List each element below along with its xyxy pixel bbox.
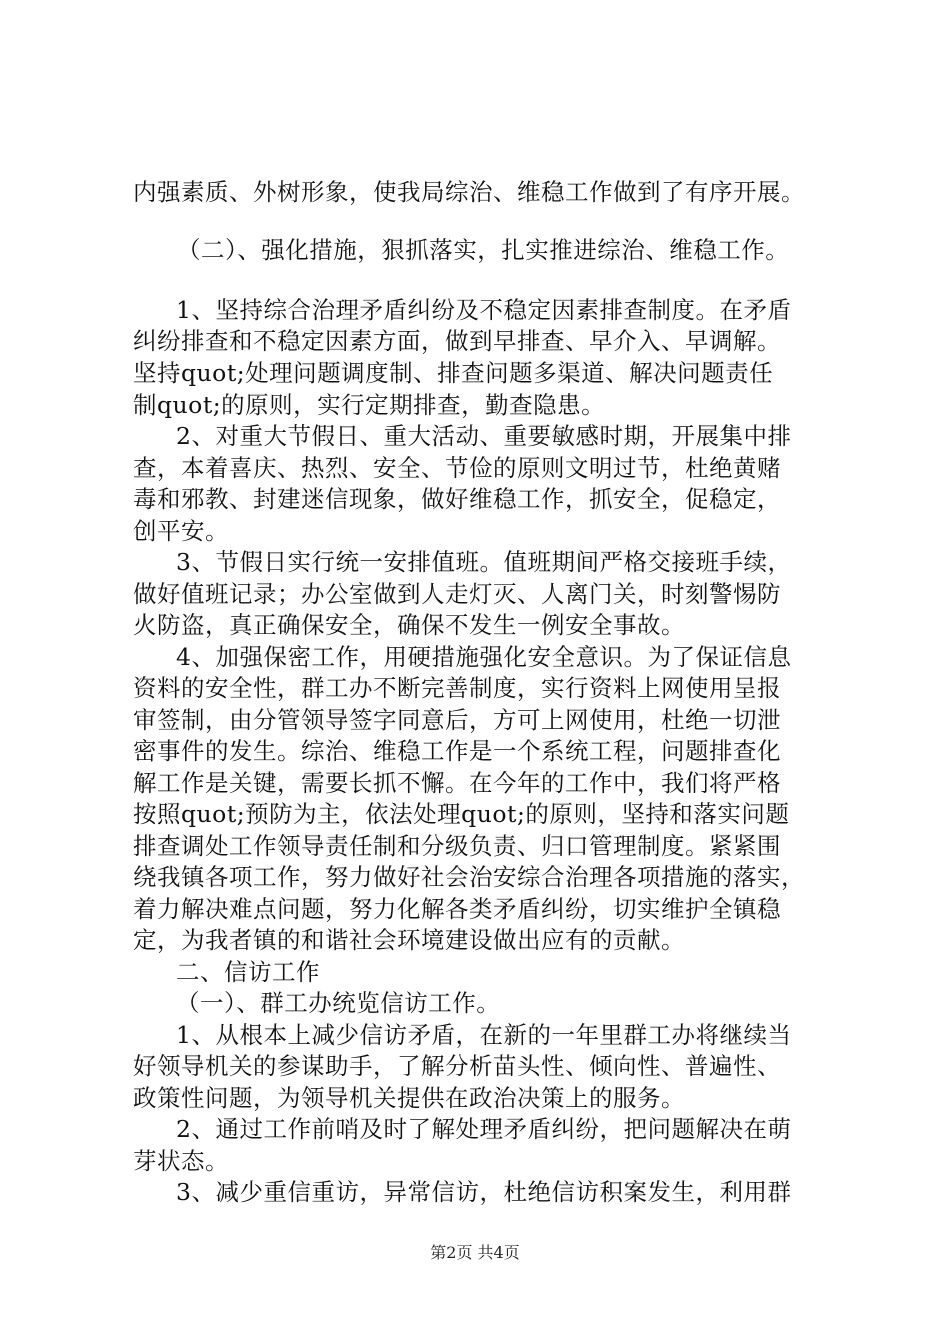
text-line: 坚持quot;处理问题调度制、排查问题多渠道、解决问题责任: [133, 359, 774, 387]
text-line: 2、通过工作前哨及时了解处理矛盾纠纷，把问题解决在萌: [176, 1115, 792, 1143]
text-line: 创平安。: [133, 517, 229, 545]
text-line: 4、加强保密工作，用硬措施强化安全意识。为了保证信息: [176, 643, 792, 671]
text-line: 火防盗，真正确保安全，确保不发生一例安全事故。: [133, 611, 685, 639]
text-line: 内强素质、外树形象，使我局综治、维稳工作做到了有序开展。: [133, 178, 805, 206]
text-line: 做好值班记录；办公室做到人走灯灭、人离门关，时刻警惕防: [133, 580, 781, 608]
text-line: 资料的安全性，群工办不断完善制度，实行资料上网使用呈报: [133, 674, 781, 702]
text-line: 毒和邪教、封建迷信现象，做好维稳工作，抓安全，促稳定，: [133, 485, 781, 513]
text-line: 定，为我者镇的和谐社会环境建设做出应有的贡献。: [133, 926, 685, 954]
text-line: 政策性问题，为领导机关提供在政治决策上的服务。: [133, 1084, 685, 1112]
text-line: 好领导机关的参谋助手，了解分析苗头性、倾向性、普遍性、: [133, 1052, 781, 1080]
subsection-heading: （一）、群工办统览信访工作。: [176, 989, 501, 1017]
text-line: 纠纷排查和不稳定因素方面，做到早排查、早介入、早调解。: [133, 327, 781, 355]
section-heading: 二、信访工作: [176, 958, 320, 986]
text-line: 审签制，由分管领导签字同意后，方可上网使用，杜绝一切泄: [133, 706, 781, 734]
text-line: 着力解决难点问题，努力化解各类矛盾纠纷，切实维护全镇稳: [133, 895, 781, 923]
text-line: 芽状态。: [133, 1147, 229, 1175]
text-line: 3、减少重信重访，异常信访，杜绝信访积案发生，利用群: [176, 1178, 792, 1206]
text-line: 1、坚持综合治理矛盾纠纷及不稳定因素排查制度。在矛盾: [176, 296, 792, 324]
text-line: 密事件的发生。综治、维稳工作是一个系统工程，问题排查化: [133, 737, 781, 765]
page-number-footer: 第2页 共4页: [430, 1243, 520, 1262]
text-line: 解工作是关键，需要长抓不懈。在今年的工作中，我们将严格: [133, 769, 781, 797]
text-line: 查，本着喜庆、热烈、安全、节俭的原则文明过节，杜绝黄赌: [133, 454, 781, 482]
text-line: 2、对重大节假日、重大活动、重要敏感时期，开展集中排: [176, 422, 792, 450]
text-line: 3、节假日实行统一安排值班。值班期间严格交接班手续，: [176, 548, 792, 576]
text-line: 1、从根本上减少信访矛盾，在新的一年里群工办将继续当: [176, 1021, 792, 1049]
text-line: 排查调处工作领导责任制和分级负责、归口管理制度。紧紧围: [133, 832, 781, 860]
text-line: 制quot;的原则，实行定期排查，勤查隐患。: [133, 391, 606, 419]
text-line: 按照quot;预防为主，依法处理quot;的原则，坚持和落实问题: [133, 800, 790, 828]
text-line: 绕我镇各项工作，努力做好社会治安综合治理各项措施的落实，: [133, 863, 805, 891]
section-heading: （二）、强化措施，狠抓落实，扎实推进综治、维稳工作。: [177, 236, 790, 264]
